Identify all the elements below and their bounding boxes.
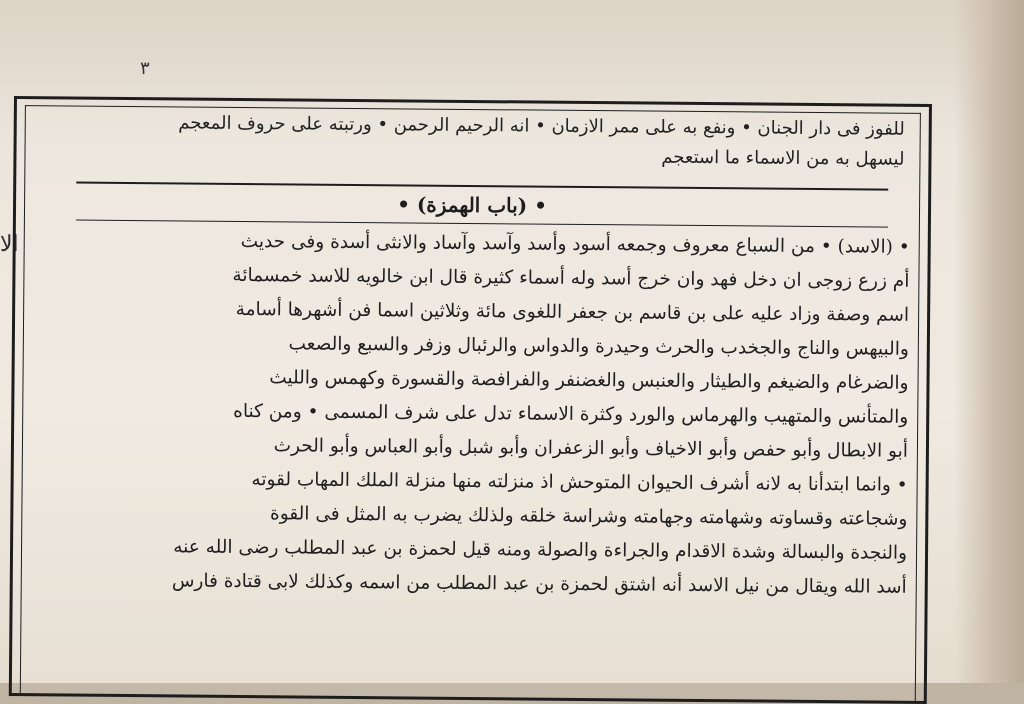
intro-line: للفوز فى دار الجنان • ونفع به على ممر الازمان • انه الرحيم الرحمن • ورتبته على حروف المعجم — [178, 112, 905, 140]
text-line: والضرغام والضيغم والطيثار والعنبس والغضنفر والفرافصة والقسورة وكهمس والليث — [269, 367, 909, 394]
intro-text — [36, 107, 904, 175]
text-line: أبو الابطال وأبو حفص وأبو الاخياف وأبو الزعفران وأبو شبل وأبو العباس وأبو الحرث — [273, 435, 909, 462]
torn-paper-edge — [954, 0, 1024, 683]
intro-line: ليسهل به من الاسماء ما استعجم — [661, 146, 905, 170]
text-line: • وانما ابتدأنا به لانه أشرف الحيوان المتوحش اذ منزلته منها منزلة الملك المهاب لقوته — [251, 469, 908, 496]
text-line: والنجدة والبسالة وشدة الاقدام والجراءة والصولة ومنه قيل لحمزة بن عبد المطلب رضى الله عنه — [173, 536, 908, 564]
chapter-title: • (باب الهمزة) • — [397, 192, 548, 218]
adjacent-page-fragment: الا — [0, 232, 19, 257]
body-text — [39, 223, 910, 605]
text-line: أم زرع زوجى ان دخل فهد وان خرج أسد وله أسماء كثيرة قال ابن خالويه للاسد خمسمائة — [232, 264, 910, 292]
page-number: ٣ — [140, 58, 150, 79]
text-line: والبيهس والناج والجخدب والحرث وحيدرة والدواس والرئبال وزفر والسبع والصعب — [288, 333, 909, 360]
text-line: أسد الله ويقال من نيل الاسد أنه اشتق لحمزة بن عبد المطلب من اسمه وكذلك لابى قتادة فارس — [171, 570, 907, 598]
text-frame — [9, 96, 932, 704]
text-line: وشجاعته وقساوته وشهامته وجهامته وشراسة خلقه ولذلك يضرب به المثل فى القوة — [270, 503, 908, 530]
text-line: اسم وصفة وزاد عليه على بن قاسم بن جعفر اللغوى مائة وثلاثين اسما فن أشهرها أسامة — [235, 298, 910, 326]
text-line: والمتأنس والمتهيب والهرماس والورد وكثرة الاسماء تدل على شرف المسمى • ومن كناه — [233, 400, 909, 428]
text-line: • (الاسد) • من السباع معروف وجمعه أسود وأسد وآسد وآساد والانثى أسدة وفى حديث — [240, 230, 910, 258]
